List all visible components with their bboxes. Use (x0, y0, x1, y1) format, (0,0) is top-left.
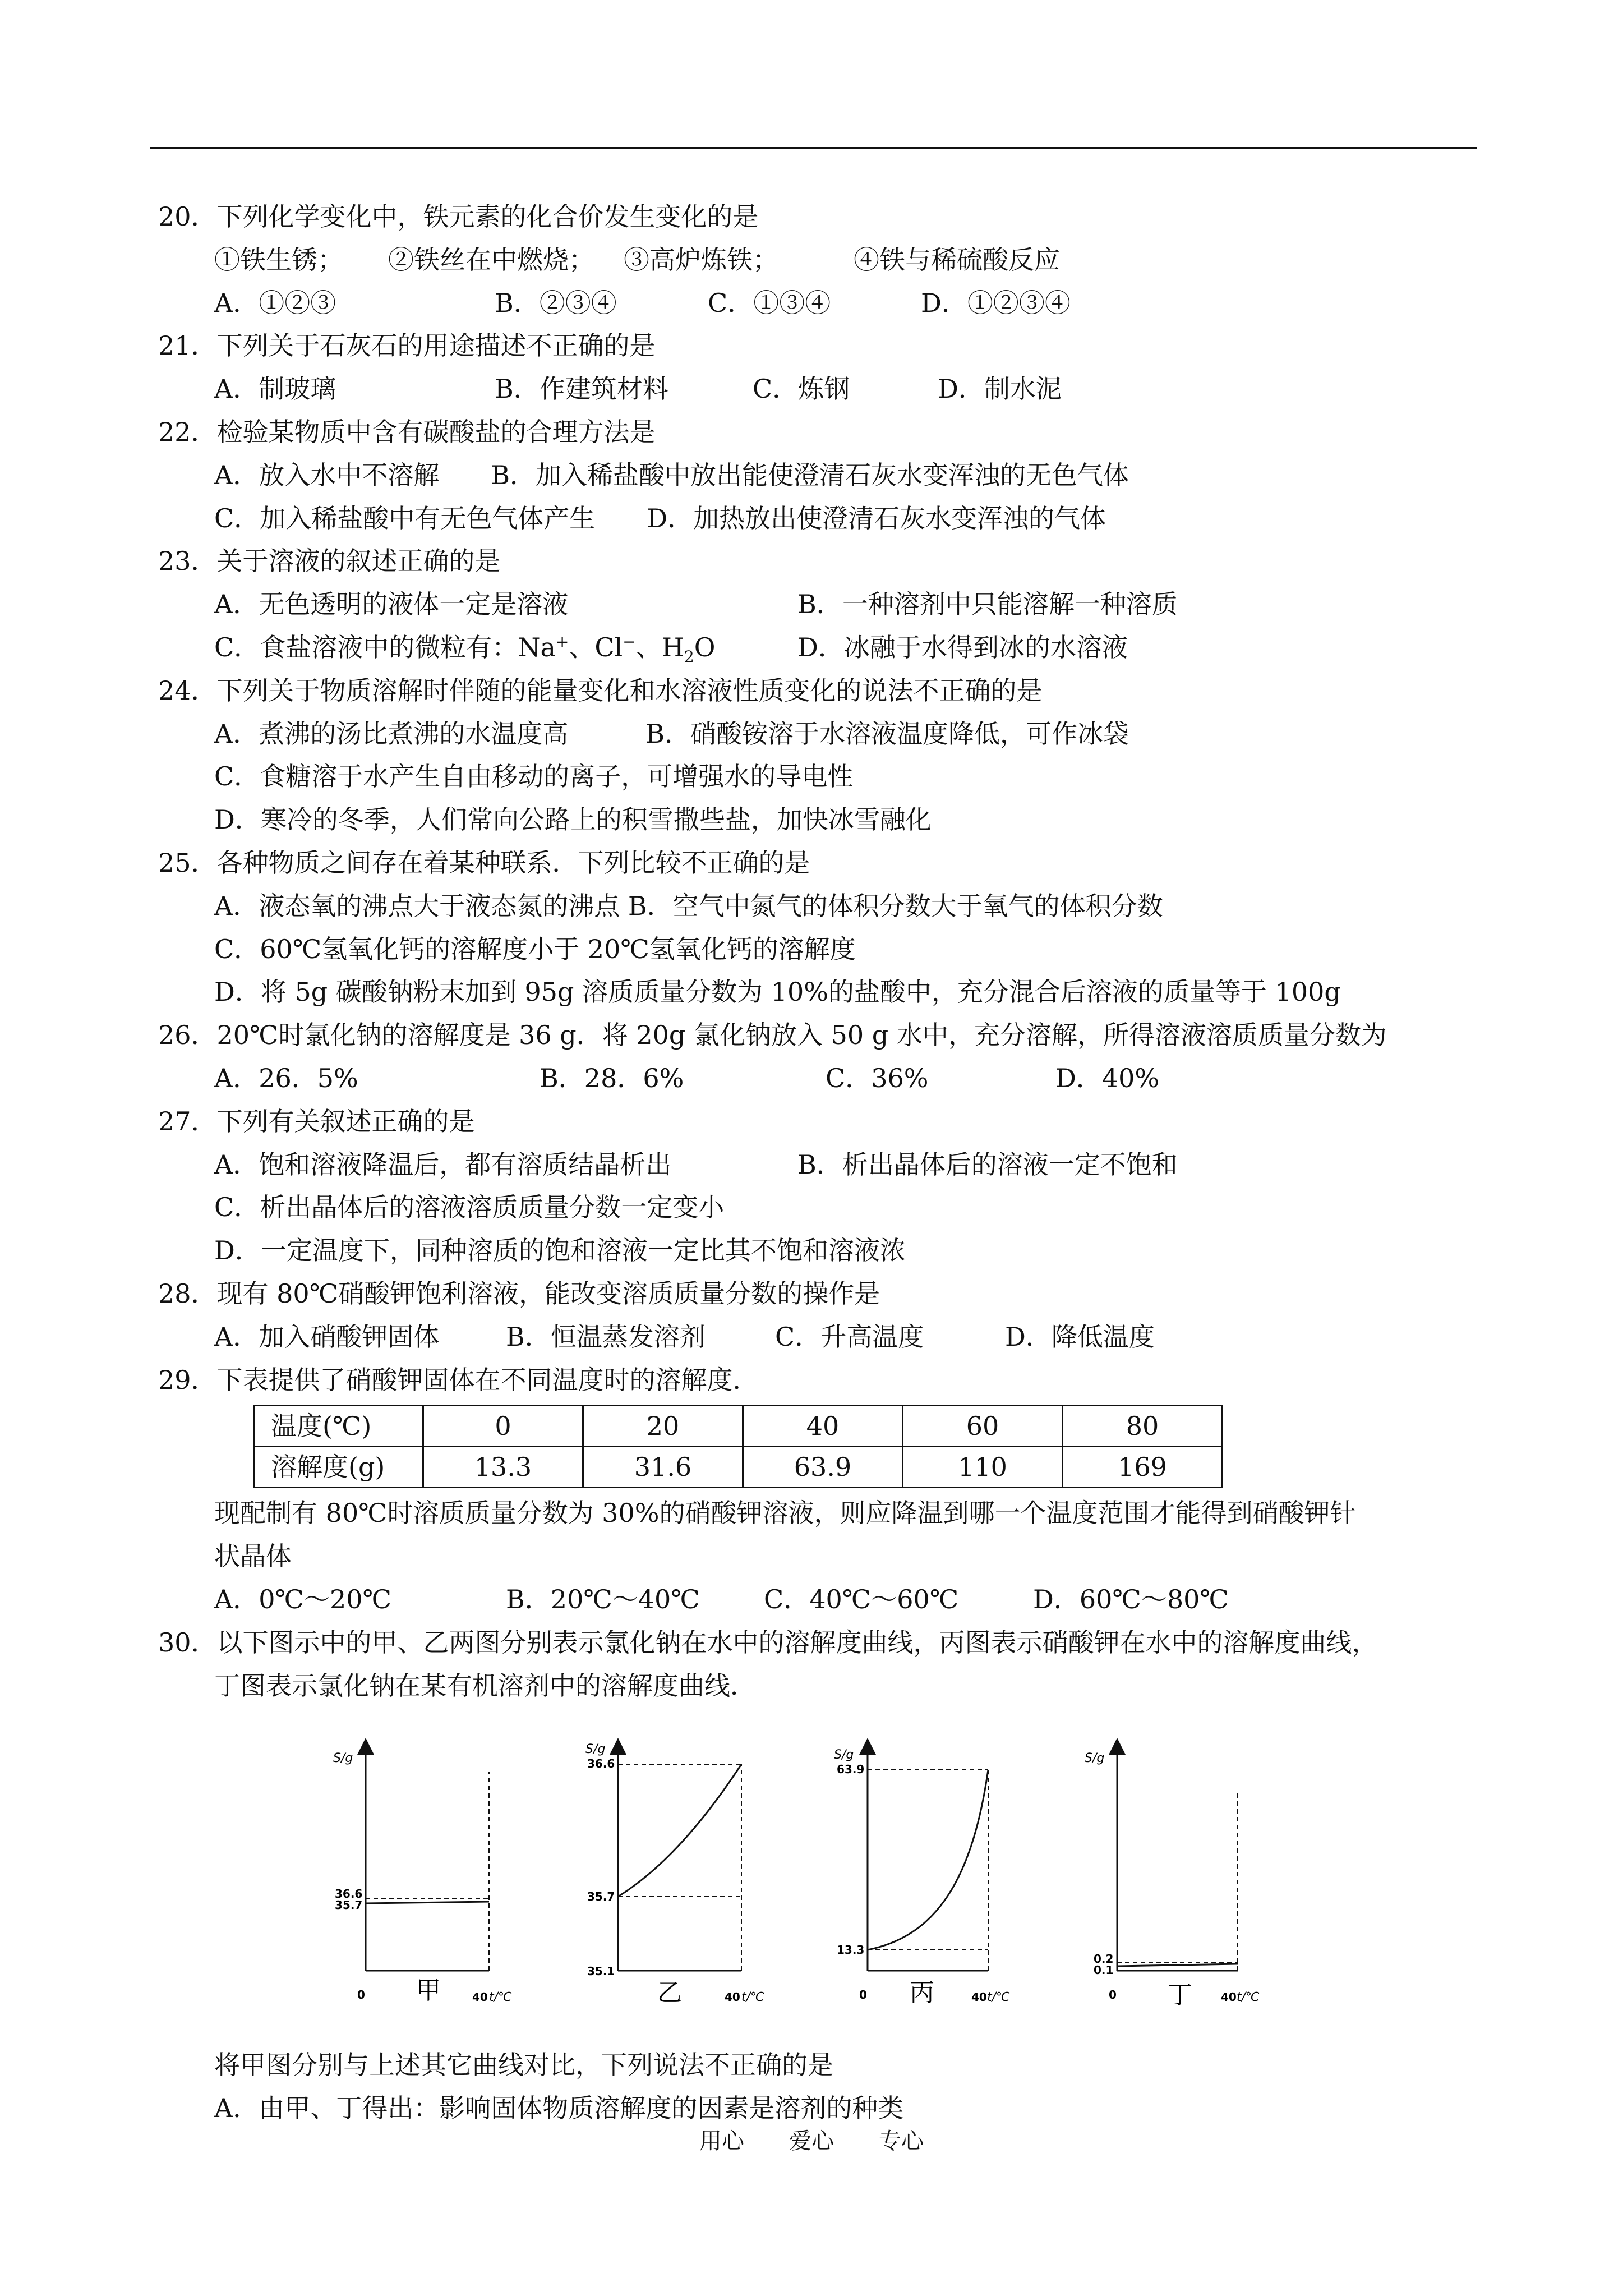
q24-stem: 24．下列关于物质溶解时伴随的能量变化和水溶液性质变化的说法不正确的是 (158, 675, 1043, 706)
q23-options-ab (158, 583, 1493, 626)
q23-stem: 23．关于溶液的叙述正确的是 (158, 546, 501, 577)
q20-options (158, 282, 1493, 325)
q29-option-a: A．0℃～20℃ (214, 1584, 391, 1614)
graph-yi-tick-2: 35.7 (587, 1890, 615, 1904)
q26-option-d: D．40% (1055, 1062, 1160, 1093)
graph-jia-ylabel: S/g (333, 1751, 353, 1766)
graph-jia-tick-2: 35.7 (335, 1898, 363, 1912)
table-header-solubility: 溶解度(g) (255, 1447, 423, 1488)
table-cell: 31.6 (583, 1447, 743, 1488)
table-cell: 0 (423, 1406, 583, 1447)
q20-items (158, 238, 1493, 282)
q29-text-1: 现配制有 80℃时溶质质量分数为 30%的硝酸钾溶液，则应降温到哪一个温度范围才能得到硝酸钾针 (214, 1498, 1356, 1529)
q29-stem: 29．下表提供了硝酸钾固体在不同温度时的溶解度． (158, 1364, 759, 1395)
page-footer: 用心 爱心 专心 (699, 2128, 924, 2154)
q20-item-1: ①铁生锈； (214, 244, 343, 275)
solubility-graphs (158, 1707, 1493, 2044)
q20-option-a: A．①②③ (214, 287, 336, 318)
table-cell: 20 (583, 1406, 743, 1447)
q23-option-b: B．一种溶剂中只能溶解一种溶质 (797, 589, 1178, 620)
graph-yi-xlabel: t/℃ (741, 1990, 764, 2005)
graph-bing-xmax: 40 (971, 1990, 987, 2004)
exam-content (158, 195, 1493, 2130)
graph-yi-xmax: 40 (725, 1990, 740, 2004)
graph-bing-tick-1: 63.9 (837, 1763, 865, 1777)
q25-options-ab: A．液态氧的沸点大于液态氮的沸点 B．空气中氮气的体积分数大于氧气的体积分数 (214, 890, 1163, 921)
q27-option-d: D．一定温度下，同种溶质的饱和溶液一定比其不饱和溶液浓 (214, 1235, 906, 1266)
graph-ding-origin: 0 (1109, 1988, 1117, 2002)
table-cell: 63.9 (743, 1447, 903, 1488)
table-cell: 13.3 (423, 1447, 583, 1488)
table-cell: 40 (743, 1406, 903, 1447)
q20-option-d: D．①②③④ (921, 287, 1071, 318)
q30-option-a: A．由甲、丁得出：影响固体物质溶解度的因素是溶剂的种类 (214, 2093, 904, 2124)
q30-stem-2: 丁图表示氯化钠在某有机溶剂中的溶解度曲线． (214, 1670, 756, 1701)
q27-option-c: C．析出晶体后的溶液溶质质量分数一定变小 (214, 1192, 725, 1223)
q28-option-c: C．升高温度 (775, 1321, 924, 1352)
solubility-table (253, 1405, 1223, 1488)
table-cell: 80 (1063, 1406, 1223, 1447)
q20-item-4: ④铁与稀硫酸反应 (854, 244, 1060, 275)
q22-stem: 22．检验某物质中含有碳酸盐的合理方法是 (158, 416, 656, 447)
graph-yi-tick-3: 35.1 (587, 1964, 615, 1978)
header-rule (150, 147, 1477, 149)
graph-ding-tick-1: 0.2 (1094, 1952, 1114, 1966)
graph-yi (585, 1742, 764, 2007)
graph-jia-xlabel: t/℃ (489, 1990, 512, 2005)
graph-bing-xlabel: t/℃ (987, 1990, 1010, 2005)
q25-stem: 25．各种物质之间存在着某种联系．下列比较不正确的是 (158, 847, 810, 878)
graph-bing-origin: 0 (859, 1988, 867, 2002)
graph-bing-ylabel: S/g (834, 1748, 854, 1763)
q30-stem-1: 30．以下图示中的甲、乙两图分别表示氯化钠在水中的溶解度曲线，丙图表示硝酸钾在水中的溶解度曲线， (158, 1627, 1378, 1658)
graph-ding-curve (1117, 1964, 1238, 1966)
q23-option-d: D．冰融于水得到冰的水溶液 (797, 632, 1128, 662)
table-row-temperature (255, 1406, 1223, 1447)
graph-bing-caption: 丙 (910, 1978, 934, 2008)
q24-options-ab: A．煮沸的汤比煮沸的水温度高 B．硝酸铵溶于水溶液温度降低，可作冰袋 (214, 718, 1129, 749)
q24-option-c: C．食糖溶于水产生自由移动的离子，可增强水的导电性 (214, 761, 854, 792)
graph-bing-tick-2: 13.3 (837, 1943, 865, 1957)
graph-ding-xlabel: t/℃ (1237, 1990, 1260, 2005)
graphs-svg (158, 1707, 1493, 2044)
graph-jia-xmax: 40 (472, 1990, 488, 2004)
q26-option-b: B．28．6% (540, 1062, 684, 1093)
q22-options-ab: A．放入水中不溶解 B．加入稀盐酸中放出能使澄清石灰水变浑浊的无色气体 (214, 459, 1129, 490)
q29-option-c: C．40℃～60℃ (764, 1584, 959, 1614)
graph-yi-caption: 乙 (657, 1978, 682, 2008)
q28-option-a: A．加入硝酸钾固体 (214, 1321, 440, 1352)
q29-options (158, 1578, 1493, 1621)
q21-option-b: B．作建筑材料 (495, 374, 668, 404)
q23-option-a: A．无色透明的液体一定是溶液 (214, 589, 569, 620)
q27-option-b: B．析出晶体后的溶液一定不饱和 (797, 1149, 1178, 1180)
q26-option-a: A．26．5% (214, 1062, 358, 1093)
q28-option-d: D．降低温度 (1005, 1321, 1155, 1352)
q21-option-a: A．制玻璃 (214, 374, 336, 404)
q27-stem: 27．下列有关叙述正确的是 (158, 1106, 475, 1137)
q20-option-b: B．②③④ (495, 287, 617, 318)
graph-yi-curve (618, 1764, 741, 1897)
q27-options-ab (158, 1143, 1493, 1186)
graph-ding-xmax: 40 (1221, 1990, 1237, 2004)
q21-stem: 21．下列关于石灰石的用途描述不正确的是 (158, 330, 656, 361)
graph-jia-caption: 甲 (416, 1976, 441, 2005)
q21-option-d: D．制水泥 (938, 374, 1062, 404)
q26-stem: 26．20℃时氯化钠的溶解度是 36 g．将 20g 氯化钠放入 50 g 水中，充分溶解，所得溶液溶质质量分数为 (158, 1020, 1387, 1051)
q28-options (158, 1315, 1493, 1359)
graph-bing (834, 1746, 1010, 2007)
graph-jia-origin: 0 (357, 1988, 365, 2002)
table-cell: 110 (903, 1447, 1063, 1488)
graph-jia-curve (366, 1902, 489, 1903)
q20-item-2: ②铁丝在中燃烧； (388, 244, 594, 275)
q22-options-cd: C．加入稀盐酸中有无色气体产生 D．加热放出使澄清石灰水变浑浊的气体 (214, 503, 1106, 533)
q26-option-c: C．36% (826, 1062, 929, 1093)
q25-option-c: C．60℃氢氧化钙的溶解度小于 20℃氢氧化钙的溶解度 (214, 933, 856, 964)
table-row-solubility (255, 1447, 1223, 1488)
q21-option-c: C．炼钢 (753, 374, 850, 404)
graph-ding-ylabel: S/g (1085, 1751, 1105, 1766)
q29-option-b: B．20℃～40℃ (506, 1584, 700, 1614)
q30-after-text: 将甲图分别与上述其它曲线对比，下列说法不正确的是 (214, 2050, 833, 2081)
graph-jia (333, 1746, 512, 2005)
q26-options (158, 1057, 1493, 1100)
q27-option-a: A．饱和溶液降温后，都有溶质结晶析出 (214, 1149, 672, 1180)
q29-option-d: D．60℃～80℃ (1033, 1584, 1229, 1614)
q20-item-3: ③高炉炼铁； (624, 244, 778, 275)
graph-jia-tick-1: 36.6 (335, 1887, 363, 1901)
table-cell: 169 (1063, 1447, 1223, 1488)
graph-yi-tick-1: 36.6 (587, 1757, 615, 1771)
q21-options (158, 367, 1493, 411)
graph-bing-curve (868, 1770, 988, 1950)
graph-ding-tick-2: 0.1 (1094, 1963, 1114, 1977)
q23-option-c: C．食盐溶液中的微粒有：Na+、Cl−、$H_2O$ (214, 632, 716, 666)
q29-text-2: 状晶体 (214, 1541, 292, 1572)
q25-option-d: D．将 5g 碳酸钠粉末加到 95g 溶质质量分数为 10%的盐酸中，充分混合后溶液的质量等于 100g (214, 977, 1341, 1007)
q28-stem: 28．现有 80℃硝酸钾饱利溶液，能改变溶质质量分数的操作是 (158, 1278, 880, 1309)
q20-option-c: C．①③④ (708, 287, 831, 318)
q24-option-d: D．寒冷的冬季，人们常向公路上的积雪撒些盐，加快冰雪融化 (214, 804, 932, 835)
table-header-temperature: 温度(℃) (255, 1406, 423, 1447)
graph-ding-caption: 丁 (1168, 1981, 1192, 2010)
graph-ding (1085, 1746, 1260, 2009)
q20-stem: 20．下列化学变化中，铁元素的化合价发生变化的是 (158, 201, 759, 232)
table-cell: 60 (903, 1406, 1063, 1447)
q23-options-cd (158, 626, 1493, 669)
graph-yi-ylabel: S/g (585, 1742, 606, 1757)
q28-option-b: B．恒温蒸发溶剂 (506, 1321, 706, 1352)
